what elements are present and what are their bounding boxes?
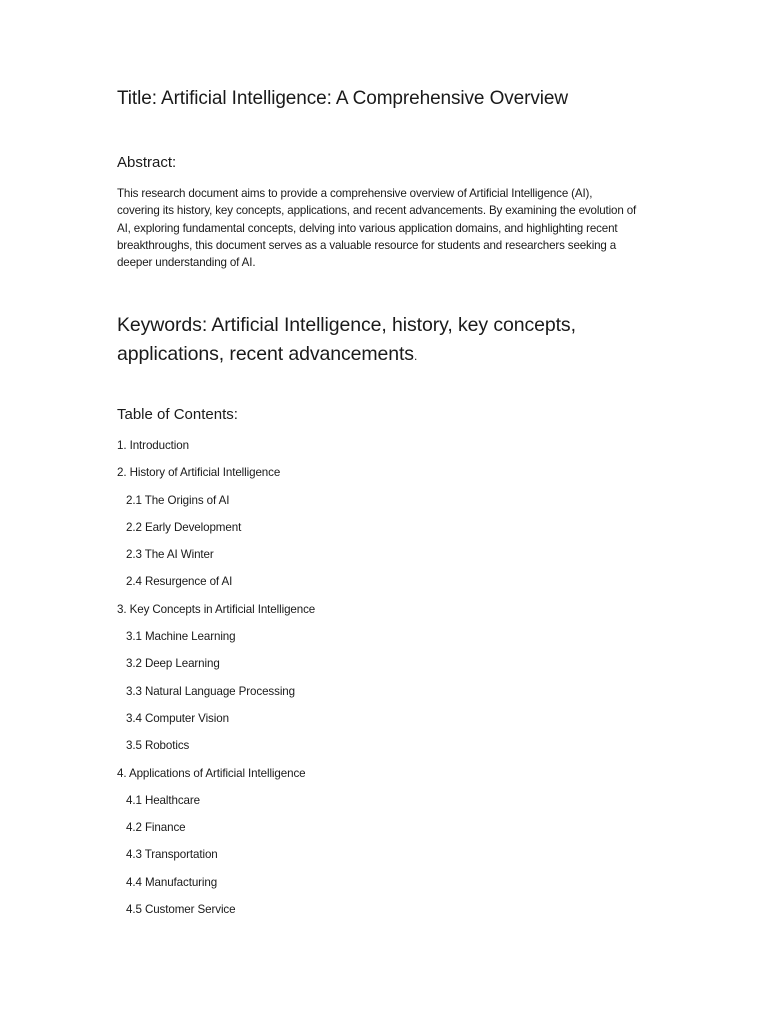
document-title: Title: Artificial Intelligence: A Comprehensive Overview <box>117 88 568 109</box>
abstract-body: This research document aims to provide a comprehensive overview of Artificial Intelligence (AI), covering its history, key concepts, applications, and recent advancements. By examining the evolution of AI, exploring fundamental concepts, delving into various application domains, and highlighting recent breakthroughs, this document serves as a valuable resource for students and researchers seeking a deeper understanding of AI. <box>117 187 637 270</box>
toc-subitem: 2.3 The AI Winter <box>126 548 214 562</box>
keywords-end-mark: . <box>413 349 418 363</box>
table-of-contents <box>117 436 315 927</box>
toc-subitem: 3.3 Natural Language Processing <box>126 684 295 698</box>
toc-subitem: 3.5 Robotics <box>126 739 190 753</box>
toc-subitem: 2.4 Resurgence of AI <box>126 575 233 589</box>
toc-subitem: 3.2 Deep Learning <box>126 657 220 671</box>
keywords-line <box>117 311 617 371</box>
toc-item: 2. History of Artificial Intelligence <box>117 466 281 480</box>
toc-item: 1. Introduction <box>117 439 189 452</box>
toc-subitem: 3.4 Computer Vision <box>126 711 229 725</box>
toc-subitem: 2.1 The Origins of AI <box>126 493 230 507</box>
toc-subitem: 4.1 Healthcare <box>126 793 201 807</box>
toc-subitem: 4.5 Customer Service <box>126 903 236 917</box>
toc-subitem: 4.2 Finance <box>126 821 186 835</box>
toc-heading: Table of Contents: <box>117 406 238 423</box>
toc-subitem: 2.2 Early Development <box>126 520 242 534</box>
toc-subitem: 4.3 Transportation <box>126 848 218 862</box>
abstract-heading: Abstract: <box>117 154 177 171</box>
toc-item: 4. Applications of Artificial Intelligence <box>117 766 306 780</box>
toc-subitem: 4.4 Manufacturing <box>126 875 218 889</box>
toc-item: 3. Key Concepts in Artificial Intelligence <box>117 602 316 616</box>
keywords-text: Keywords: Artificial Intelligence, history, key concepts, applications, recent advancements <box>117 314 576 365</box>
toc-subitem: 3.1 Machine Learning <box>126 630 236 644</box>
